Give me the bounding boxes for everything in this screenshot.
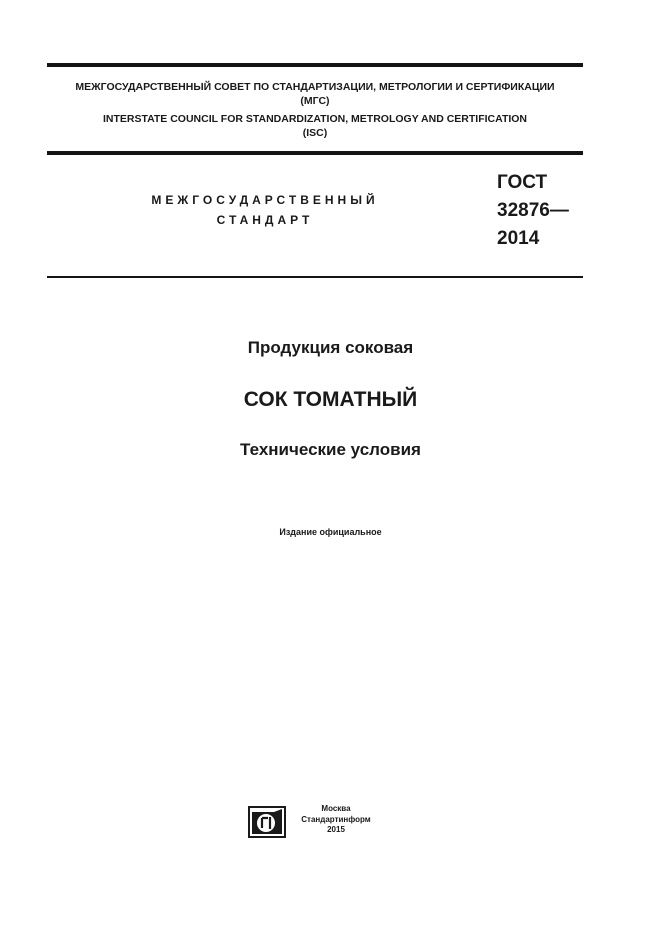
- publisher-year: 2015: [327, 825, 345, 834]
- middle-rule: [47, 151, 583, 155]
- bottom-rule: [47, 276, 583, 278]
- gost-prefix: ГОСТ: [497, 172, 548, 193]
- standartinform-logo-icon: [248, 806, 286, 838]
- council-en-abbr: (ISC): [302, 127, 328, 139]
- spec-title: Технические условия: [240, 440, 421, 459]
- standard-type-line2: СТАНДАРТ: [216, 213, 314, 227]
- publisher-name: Стандартинформ: [301, 814, 371, 824]
- main-title: СОК ТОМАТНЫЙ: [243, 388, 418, 411]
- council-name-en: [47, 112, 583, 140]
- council-name-ru: [47, 80, 583, 108]
- top-rule: [47, 63, 583, 67]
- council-ru-text: МЕЖГОСУДАРСТВЕННЫЙ СОВЕТ ПО СТАНДАРТИЗАЦИИ, МЕТРОЛОГИИ И СЕРТИФИКАЦИИ: [75, 81, 555, 93]
- gost-year: 2014: [497, 228, 540, 249]
- category-title: Продукция соковая: [247, 338, 414, 357]
- council-en-text: INTERSTATE COUNCIL FOR STANDARDIZATION, METROLOGY AND CERTIFICATION: [102, 113, 528, 125]
- edition-label: Издание официальное: [279, 527, 382, 537]
- publisher-block: [296, 804, 376, 836]
- council-ru-abbr: (МГС): [300, 95, 330, 107]
- gost-number: 32876—: [497, 200, 569, 221]
- publisher-city: Москва: [321, 804, 351, 813]
- standard-type-line1: МЕЖГОСУДАРСТВЕННЫЙ: [151, 193, 379, 207]
